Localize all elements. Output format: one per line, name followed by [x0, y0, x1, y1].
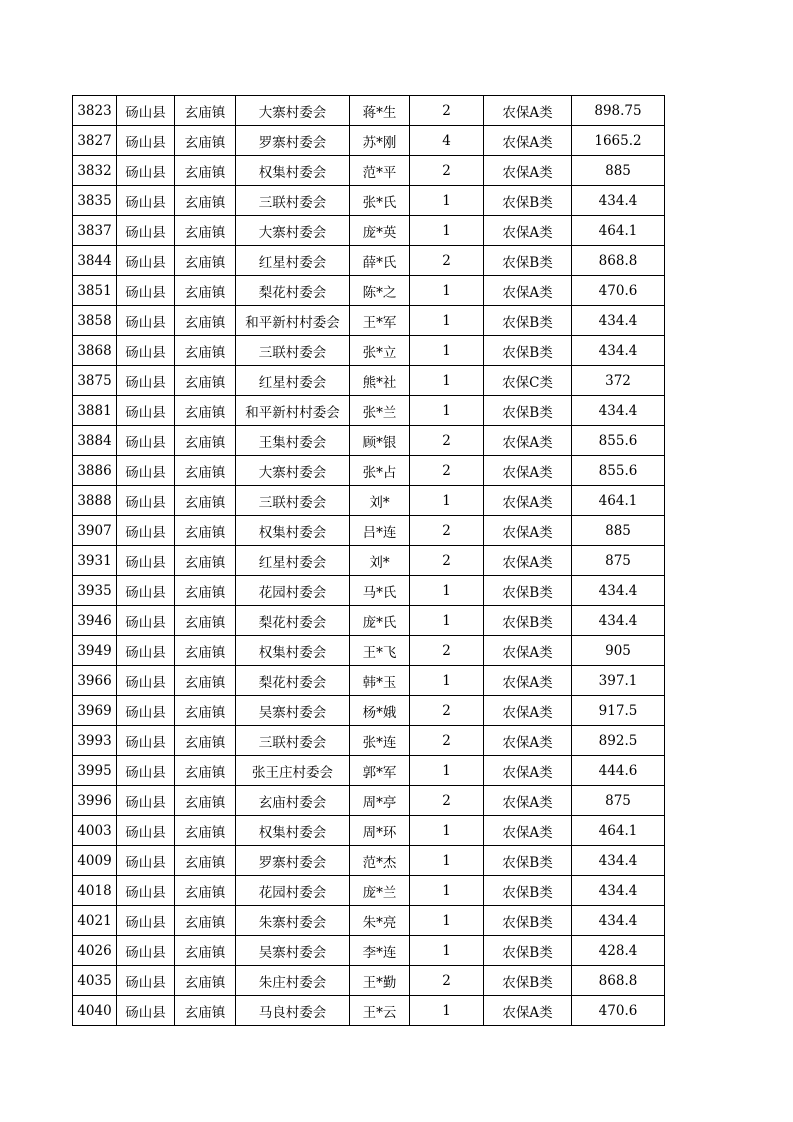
town-cell: 玄庙镇 — [175, 96, 236, 126]
household-size-cell: 1 — [410, 336, 484, 366]
town-cell: 玄庙镇 — [175, 696, 236, 726]
household-size-cell: 2 — [410, 696, 484, 726]
village-committee-cell: 权集村委会 — [236, 636, 350, 666]
serial-number-cell: 3832 — [73, 156, 117, 186]
serial-number-cell: 3886 — [73, 456, 117, 486]
table-row — [73, 936, 665, 966]
serial-number-cell: 3931 — [73, 546, 117, 576]
serial-number-cell: 3907 — [73, 516, 117, 546]
household-size-cell: 1 — [410, 486, 484, 516]
village-committee-cell: 大寨村委会 — [236, 216, 350, 246]
category-cell: 农保A类 — [484, 636, 572, 666]
category-cell: 农保A类 — [484, 666, 572, 696]
name-cell: 王*勤 — [350, 966, 410, 996]
table-row — [73, 576, 665, 606]
amount-cell: 1665.2 — [572, 126, 665, 156]
household-size-cell: 1 — [410, 846, 484, 876]
category-cell: 农保B类 — [484, 966, 572, 996]
village-committee-cell: 张王庄村委会 — [236, 756, 350, 786]
county-cell: 砀山县 — [117, 696, 175, 726]
amount-cell: 470.6 — [572, 276, 665, 306]
county-cell: 砀山县 — [117, 126, 175, 156]
village-committee-cell: 三联村委会 — [236, 186, 350, 216]
amount-cell: 868.8 — [572, 966, 665, 996]
household-size-cell: 1 — [410, 396, 484, 426]
name-cell: 韩*玉 — [350, 666, 410, 696]
name-cell: 陈*之 — [350, 276, 410, 306]
name-cell: 郭*军 — [350, 756, 410, 786]
table-row — [73, 276, 665, 306]
serial-number-cell: 4018 — [73, 876, 117, 906]
name-cell: 庞*英 — [350, 216, 410, 246]
county-cell: 砀山县 — [117, 606, 175, 636]
village-committee-cell: 罗寨村委会 — [236, 846, 350, 876]
amount-cell: 855.6 — [572, 426, 665, 456]
serial-number-cell: 3993 — [73, 726, 117, 756]
county-cell: 砀山县 — [117, 906, 175, 936]
name-cell: 苏*刚 — [350, 126, 410, 156]
household-size-cell: 1 — [410, 306, 484, 336]
table-row — [73, 456, 665, 486]
town-cell: 玄庙镇 — [175, 546, 236, 576]
category-cell: 农保A类 — [484, 486, 572, 516]
household-size-cell: 2 — [410, 966, 484, 996]
name-cell: 吕*连 — [350, 516, 410, 546]
village-committee-cell: 梨花村委会 — [236, 606, 350, 636]
town-cell: 玄庙镇 — [175, 816, 236, 846]
category-cell: 农保A类 — [484, 216, 572, 246]
town-cell: 玄庙镇 — [175, 426, 236, 456]
town-cell: 玄庙镇 — [175, 786, 236, 816]
town-cell: 玄庙镇 — [175, 336, 236, 366]
name-cell: 范*平 — [350, 156, 410, 186]
category-cell: 农保B类 — [484, 846, 572, 876]
village-committee-cell: 三联村委会 — [236, 486, 350, 516]
town-cell: 玄庙镇 — [175, 276, 236, 306]
household-size-cell: 1 — [410, 606, 484, 636]
table-row — [73, 156, 665, 186]
town-cell: 玄庙镇 — [175, 156, 236, 186]
name-cell: 王*飞 — [350, 636, 410, 666]
village-committee-cell: 花园村委会 — [236, 576, 350, 606]
household-size-cell: 1 — [410, 936, 484, 966]
amount-cell: 397.1 — [572, 666, 665, 696]
serial-number-cell: 3835 — [73, 186, 117, 216]
name-cell: 熊*社 — [350, 366, 410, 396]
table-row — [73, 666, 665, 696]
village-committee-cell: 梨花村委会 — [236, 666, 350, 696]
name-cell: 张*立 — [350, 336, 410, 366]
serial-number-cell: 3996 — [73, 786, 117, 816]
serial-number-cell: 3844 — [73, 246, 117, 276]
amount-cell: 434.4 — [572, 846, 665, 876]
amount-cell: 372 — [572, 366, 665, 396]
town-cell: 玄庙镇 — [175, 846, 236, 876]
household-size-cell: 1 — [410, 996, 484, 1026]
county-cell: 砀山县 — [117, 576, 175, 606]
town-cell: 玄庙镇 — [175, 906, 236, 936]
table-row — [73, 546, 665, 576]
county-cell: 砀山县 — [117, 216, 175, 246]
town-cell: 玄庙镇 — [175, 606, 236, 636]
category-cell: 农保A类 — [484, 696, 572, 726]
town-cell: 玄庙镇 — [175, 756, 236, 786]
category-cell: 农保B类 — [484, 906, 572, 936]
household-size-cell: 1 — [410, 906, 484, 936]
village-committee-cell: 吴寨村委会 — [236, 696, 350, 726]
town-cell: 玄庙镇 — [175, 456, 236, 486]
town-cell: 玄庙镇 — [175, 576, 236, 606]
table-row — [73, 486, 665, 516]
category-cell: 农保B类 — [484, 306, 572, 336]
amount-cell: 434.4 — [572, 876, 665, 906]
amount-cell: 875 — [572, 786, 665, 816]
table-row — [73, 96, 665, 126]
town-cell: 玄庙镇 — [175, 936, 236, 966]
serial-number-cell: 3881 — [73, 396, 117, 426]
county-cell: 砀山县 — [117, 396, 175, 426]
table-row — [73, 786, 665, 816]
name-cell: 张*占 — [350, 456, 410, 486]
town-cell: 玄庙镇 — [175, 486, 236, 516]
county-cell: 砀山县 — [117, 486, 175, 516]
name-cell: 李*连 — [350, 936, 410, 966]
county-cell: 砀山县 — [117, 516, 175, 546]
county-cell: 砀山县 — [117, 546, 175, 576]
village-committee-cell: 朱庄村委会 — [236, 966, 350, 996]
category-cell: 农保A类 — [484, 456, 572, 486]
village-committee-cell: 大寨村委会 — [236, 456, 350, 486]
amount-cell: 434.4 — [572, 336, 665, 366]
table-row — [73, 996, 665, 1026]
table-row — [73, 336, 665, 366]
table-row — [73, 306, 665, 336]
village-committee-cell: 马良村委会 — [236, 996, 350, 1026]
name-cell: 庞*氏 — [350, 606, 410, 636]
amount-cell: 434.4 — [572, 186, 665, 216]
household-size-cell: 1 — [410, 666, 484, 696]
category-cell: 农保C类 — [484, 366, 572, 396]
county-cell: 砀山县 — [117, 456, 175, 486]
category-cell: 农保A类 — [484, 996, 572, 1026]
table-row — [73, 516, 665, 546]
amount-cell: 905 — [572, 636, 665, 666]
village-committee-cell: 梨花村委会 — [236, 276, 350, 306]
data-table — [72, 95, 665, 1026]
county-cell: 砀山县 — [117, 96, 175, 126]
household-size-cell: 2 — [410, 786, 484, 816]
village-committee-cell: 三联村委会 — [236, 726, 350, 756]
village-committee-cell: 红星村委会 — [236, 246, 350, 276]
town-cell: 玄庙镇 — [175, 306, 236, 336]
town-cell: 玄庙镇 — [175, 216, 236, 246]
town-cell: 玄庙镇 — [175, 246, 236, 276]
village-committee-cell: 权集村委会 — [236, 816, 350, 846]
serial-number-cell: 4026 — [73, 936, 117, 966]
county-cell: 砀山县 — [117, 276, 175, 306]
county-cell: 砀山县 — [117, 846, 175, 876]
category-cell: 农保A类 — [484, 426, 572, 456]
serial-number-cell: 3888 — [73, 486, 117, 516]
category-cell: 农保A类 — [484, 726, 572, 756]
household-size-cell: 2 — [410, 726, 484, 756]
name-cell: 王*云 — [350, 996, 410, 1026]
table-row — [73, 816, 665, 846]
serial-number-cell: 3935 — [73, 576, 117, 606]
table-row — [73, 126, 665, 156]
household-size-cell: 2 — [410, 246, 484, 276]
household-size-cell: 2 — [410, 516, 484, 546]
household-size-cell: 1 — [410, 816, 484, 846]
table-row — [73, 216, 665, 246]
category-cell: 农保B类 — [484, 876, 572, 906]
name-cell: 庞*兰 — [350, 876, 410, 906]
county-cell: 砀山县 — [117, 336, 175, 366]
village-committee-cell: 红星村委会 — [236, 546, 350, 576]
category-cell: 农保A类 — [484, 96, 572, 126]
category-cell: 农保A类 — [484, 546, 572, 576]
category-cell: 农保A类 — [484, 126, 572, 156]
serial-number-cell: 4035 — [73, 966, 117, 996]
county-cell: 砀山县 — [117, 756, 175, 786]
amount-cell: 434.4 — [572, 606, 665, 636]
amount-cell: 917.5 — [572, 696, 665, 726]
town-cell: 玄庙镇 — [175, 636, 236, 666]
household-size-cell: 2 — [410, 636, 484, 666]
village-committee-cell: 和平新村村委会 — [236, 396, 350, 426]
serial-number-cell: 4021 — [73, 906, 117, 936]
serial-number-cell: 4040 — [73, 996, 117, 1026]
category-cell: 农保A类 — [484, 786, 572, 816]
household-size-cell: 1 — [410, 216, 484, 246]
amount-cell: 434.4 — [572, 906, 665, 936]
county-cell: 砀山县 — [117, 936, 175, 966]
name-cell: 王*军 — [350, 306, 410, 336]
town-cell: 玄庙镇 — [175, 516, 236, 546]
household-size-cell: 1 — [410, 276, 484, 306]
county-cell: 砀山县 — [117, 786, 175, 816]
town-cell: 玄庙镇 — [175, 126, 236, 156]
household-size-cell: 4 — [410, 126, 484, 156]
amount-cell: 885 — [572, 516, 665, 546]
serial-number-cell: 3884 — [73, 426, 117, 456]
household-size-cell: 2 — [410, 96, 484, 126]
name-cell: 顾*银 — [350, 426, 410, 456]
amount-cell: 428.4 — [572, 936, 665, 966]
name-cell: 杨*娥 — [350, 696, 410, 726]
table-row — [73, 846, 665, 876]
town-cell: 玄庙镇 — [175, 876, 236, 906]
name-cell: 马*氏 — [350, 576, 410, 606]
name-cell: 蒋*生 — [350, 96, 410, 126]
amount-cell: 434.4 — [572, 306, 665, 336]
serial-number-cell: 4009 — [73, 846, 117, 876]
table-row — [73, 606, 665, 636]
serial-number-cell: 3966 — [73, 666, 117, 696]
town-cell: 玄庙镇 — [175, 996, 236, 1026]
village-committee-cell: 权集村委会 — [236, 516, 350, 546]
serial-number-cell: 4003 — [73, 816, 117, 846]
village-committee-cell: 玄庙村委会 — [236, 786, 350, 816]
serial-number-cell: 3995 — [73, 756, 117, 786]
table-row — [73, 906, 665, 936]
town-cell: 玄庙镇 — [175, 666, 236, 696]
household-size-cell: 1 — [410, 756, 484, 786]
serial-number-cell: 3949 — [73, 636, 117, 666]
table-row — [73, 966, 665, 996]
data-table-container — [72, 95, 665, 1026]
name-cell: 张*氏 — [350, 186, 410, 216]
name-cell: 薛*氏 — [350, 246, 410, 276]
county-cell: 砀山县 — [117, 426, 175, 456]
amount-cell: 434.4 — [572, 396, 665, 426]
table-row — [73, 366, 665, 396]
amount-cell: 464.1 — [572, 216, 665, 246]
county-cell: 砀山县 — [117, 726, 175, 756]
village-committee-cell: 花园村委会 — [236, 876, 350, 906]
amount-cell: 855.6 — [572, 456, 665, 486]
household-size-cell: 2 — [410, 156, 484, 186]
name-cell: 周*环 — [350, 816, 410, 846]
category-cell: 农保B类 — [484, 336, 572, 366]
town-cell: 玄庙镇 — [175, 726, 236, 756]
amount-cell: 885 — [572, 156, 665, 186]
serial-number-cell: 3875 — [73, 366, 117, 396]
amount-cell: 898.75 — [572, 96, 665, 126]
town-cell: 玄庙镇 — [175, 966, 236, 996]
table-row — [73, 396, 665, 426]
amount-cell: 868.8 — [572, 246, 665, 276]
serial-number-cell: 3823 — [73, 96, 117, 126]
amount-cell: 464.1 — [572, 816, 665, 846]
household-size-cell: 2 — [410, 546, 484, 576]
category-cell: 农保B类 — [484, 396, 572, 426]
amount-cell: 444.6 — [572, 756, 665, 786]
category-cell: 农保A类 — [484, 756, 572, 786]
village-committee-cell: 大寨村委会 — [236, 96, 350, 126]
category-cell: 农保A类 — [484, 816, 572, 846]
category-cell: 农保B类 — [484, 606, 572, 636]
county-cell: 砀山县 — [117, 876, 175, 906]
table-row — [73, 186, 665, 216]
name-cell: 刘* — [350, 546, 410, 576]
household-size-cell: 2 — [410, 426, 484, 456]
household-size-cell: 1 — [410, 576, 484, 606]
county-cell: 砀山县 — [117, 246, 175, 276]
serial-number-cell: 3969 — [73, 696, 117, 726]
town-cell: 玄庙镇 — [175, 186, 236, 216]
county-cell: 砀山县 — [117, 996, 175, 1026]
amount-cell: 875 — [572, 546, 665, 576]
serial-number-cell: 3946 — [73, 606, 117, 636]
serial-number-cell: 3837 — [73, 216, 117, 246]
serial-number-cell: 3868 — [73, 336, 117, 366]
county-cell: 砀山县 — [117, 666, 175, 696]
table-row — [73, 756, 665, 786]
amount-cell: 892.5 — [572, 726, 665, 756]
amount-cell: 470.6 — [572, 996, 665, 1026]
category-cell: 农保A类 — [484, 156, 572, 186]
village-committee-cell: 罗寨村委会 — [236, 126, 350, 156]
village-committee-cell: 三联村委会 — [236, 336, 350, 366]
village-committee-cell: 吴寨村委会 — [236, 936, 350, 966]
household-size-cell: 1 — [410, 186, 484, 216]
village-committee-cell: 红星村委会 — [236, 366, 350, 396]
name-cell: 周*亭 — [350, 786, 410, 816]
town-cell: 玄庙镇 — [175, 396, 236, 426]
name-cell: 张*兰 — [350, 396, 410, 426]
village-committee-cell: 和平新村村委会 — [236, 306, 350, 336]
serial-number-cell: 3827 — [73, 126, 117, 156]
village-committee-cell: 权集村委会 — [236, 156, 350, 186]
household-size-cell: 1 — [410, 366, 484, 396]
category-cell: 农保A类 — [484, 516, 572, 546]
amount-cell: 434.4 — [572, 576, 665, 606]
category-cell: 农保B类 — [484, 186, 572, 216]
county-cell: 砀山县 — [117, 366, 175, 396]
county-cell: 砀山县 — [117, 816, 175, 846]
serial-number-cell: 3858 — [73, 306, 117, 336]
name-cell: 张*连 — [350, 726, 410, 756]
village-committee-cell: 王集村委会 — [236, 426, 350, 456]
name-cell: 范*杰 — [350, 846, 410, 876]
table-row — [73, 876, 665, 906]
county-cell: 砀山县 — [117, 636, 175, 666]
category-cell: 农保B类 — [484, 246, 572, 276]
village-committee-cell: 朱寨村委会 — [236, 906, 350, 936]
table-row — [73, 696, 665, 726]
table-body — [73, 96, 665, 1026]
name-cell: 刘* — [350, 486, 410, 516]
category-cell: 农保B类 — [484, 936, 572, 966]
table-row — [73, 636, 665, 666]
county-cell: 砀山县 — [117, 306, 175, 336]
amount-cell: 464.1 — [572, 486, 665, 516]
category-cell: 农保A类 — [484, 276, 572, 306]
serial-number-cell: 3851 — [73, 276, 117, 306]
county-cell: 砀山县 — [117, 186, 175, 216]
household-size-cell: 1 — [410, 876, 484, 906]
county-cell: 砀山县 — [117, 156, 175, 186]
table-row — [73, 726, 665, 756]
town-cell: 玄庙镇 — [175, 366, 236, 396]
category-cell: 农保B类 — [484, 576, 572, 606]
table-row — [73, 246, 665, 276]
household-size-cell: 2 — [410, 456, 484, 486]
county-cell: 砀山县 — [117, 966, 175, 996]
table-row — [73, 426, 665, 456]
name-cell: 朱*亮 — [350, 906, 410, 936]
